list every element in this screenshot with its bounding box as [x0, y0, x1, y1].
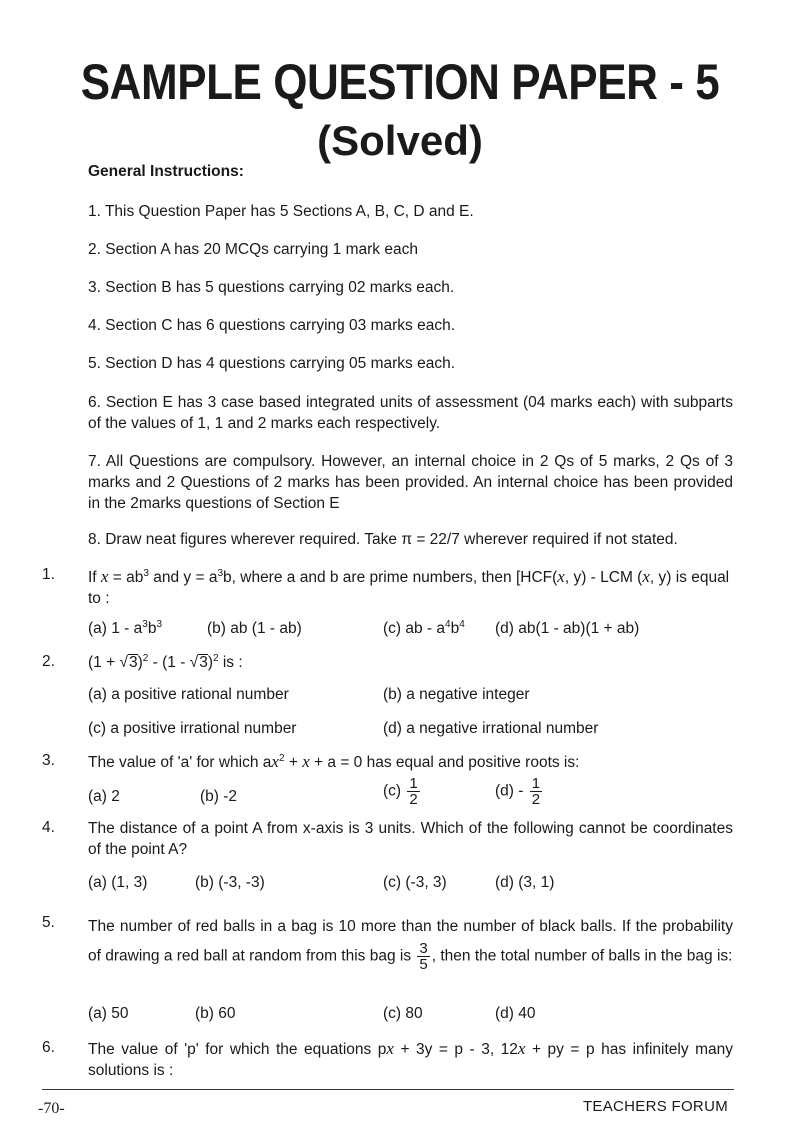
page-subtitle: (Solved)	[317, 117, 483, 164]
question-number: 5.	[42, 914, 55, 931]
footer-divider	[42, 1089, 734, 1090]
instruction-item: 6. Section E has 3 case based integrated units of assessment (04 marks each) with subparts of the values of 1, 1 and 2 marks each respectively.	[88, 394, 733, 432]
instruction-item: 3. Section B has 5 questions carrying 02 marks each.	[88, 279, 455, 296]
question-number: 4.	[42, 819, 55, 836]
option-a: (a) $1 - a^3b^3$	[88, 618, 163, 637]
option-d: (d) (3, 1)	[495, 874, 555, 891]
question-text: The distance of a point A from x-axis is 3 units. Which of the following cannot be coordinates of the point A?	[88, 820, 733, 858]
question-text: If $x = ab^3$ and $y = a^3b$, where a and b are prime numbers, then [HCF(x, y) - LCM (x, y) is equal to :	[88, 567, 730, 607]
option-d: (d) - $\frac{1}{2}$	[495, 775, 541, 808]
option-a: (a) (1, 3)	[88, 874, 148, 891]
page-number: -70-	[38, 1100, 65, 1117]
option-c: (c) ab - $a^4b^4$	[383, 618, 465, 637]
question-number: 2.	[42, 653, 55, 670]
option-d: (d) a negative irrational number	[383, 720, 599, 737]
option-c: (c) 80	[383, 1005, 423, 1022]
option-a: (a) 50	[88, 1005, 129, 1022]
option-c: (c) $\frac{1}{2}$	[383, 775, 418, 808]
instruction-item: 5. Section D has 4 questions carrying 05 marks each.	[88, 355, 456, 372]
instruction-item: 2. Section A has 20 MCQs carrying 1 mark each	[88, 241, 418, 258]
question-text: The value of 'a' for which $ax^2 + x + a = 0$ has equal and positive roots is:	[88, 752, 580, 771]
question-number: 6.	[42, 1039, 55, 1056]
question-text: The value of 'p' for which the equations px + 3y = p - 3, 12x + py = p has infinitely many solutions is :	[88, 1039, 733, 1079]
instruction-item: 7. All Questions are compulsory. However, an internal choice in 2 Qs of 5 marks, 2 Qs of 3 marks and 2 Questions of 2 marks has been provided. An internal choice has been provided in the 2marks questions of Section E	[88, 453, 733, 512]
option-a: (a) a positive rational number	[88, 686, 289, 703]
instructions-heading: General Instructions:	[88, 163, 244, 180]
question-text: The number of red balls in a bag is 10 more than the number of black balls. If the probability of drawing a red ball at random from this bag is $\frac{3}{5}$ , then the total number of balls in the bag is:	[88, 918, 733, 973]
option-d: (d) 40	[495, 1005, 536, 1022]
option-b: (b) -2	[200, 788, 238, 805]
option-b: (b) ab (1 - ab)	[207, 620, 302, 637]
option-a: (a) 2	[88, 788, 120, 805]
instruction-item: 8. Draw neat figures wherever required. Take π = 22/7 wherever required if not stated.	[88, 531, 678, 548]
option-b: (b) (-3, -3)	[195, 874, 265, 891]
option-c: (c) (-3, 3)	[383, 874, 447, 891]
option-d: (d) ab(1 - ab)(1 + ab)	[495, 620, 640, 637]
option-b: (b) a negative integer	[383, 686, 530, 703]
instruction-item: 4. Section C has 6 questions carrying 03 marks each.	[88, 317, 456, 334]
question-number: 3.	[42, 752, 55, 769]
instruction-item: 1. This Question Paper has 5 Sections A, B, C, D and E.	[88, 203, 474, 220]
option-c: (c) a positive irrational number	[88, 720, 297, 737]
option-b: (b) 60	[195, 1005, 236, 1022]
question-number: 1.	[42, 566, 55, 583]
page-title: SAMPLE QUESTION PAPER - 5	[80, 54, 720, 110]
question-text: $(1 + √3)^2 - (1 - √3)^2$ is :	[88, 652, 243, 671]
footer-brand: TEACHERS FORUM	[582, 1098, 728, 1115]
